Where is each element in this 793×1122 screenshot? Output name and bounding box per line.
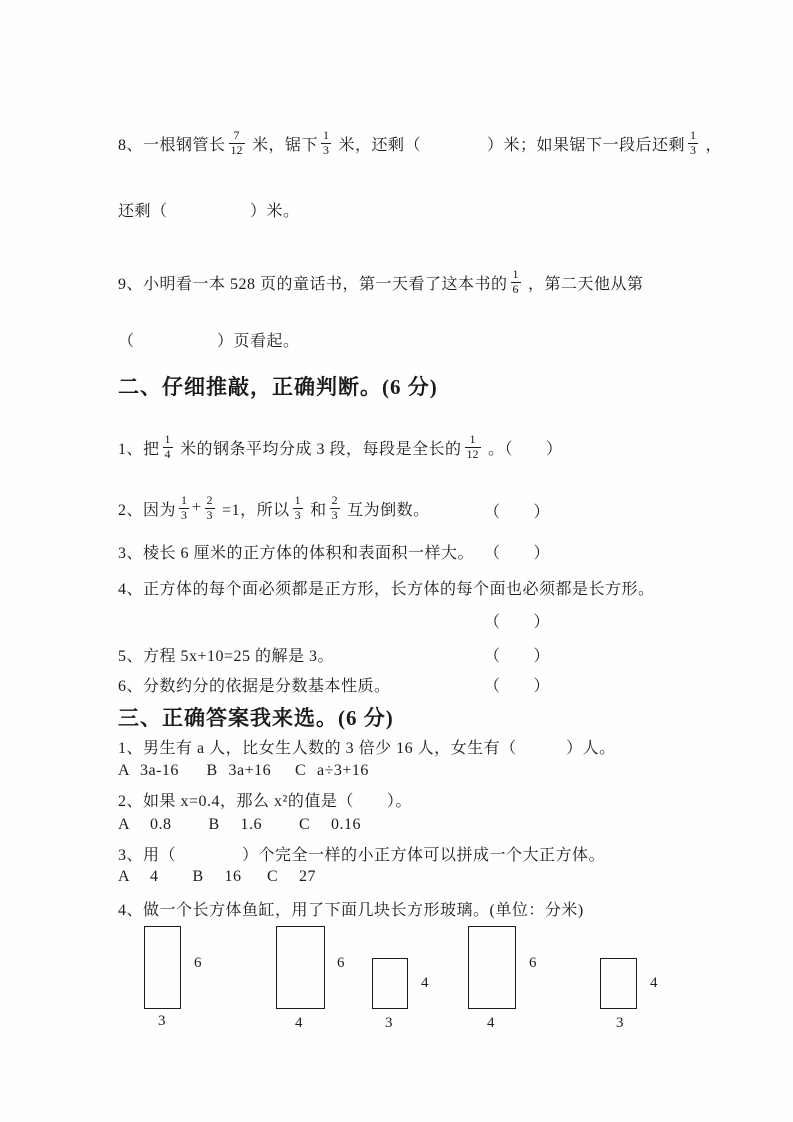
fraction-numerator: 1 [323,127,330,142]
judge-q3: 3、棱长 6 厘米的正方体的体积和表面积一样大。 [118,545,475,562]
option-c [295,762,379,780]
option-value: 0.8 [150,816,172,833]
fraction-denominator: 4 [164,446,171,461]
fraction-1-3 [293,494,303,523]
fraction-denominator: 3 [323,142,330,157]
fraction-numerator: 1 [164,431,171,446]
fraction-7-12 [229,129,245,158]
glass-rect-2 [276,926,325,1009]
option-letter: B [192,868,204,885]
fraction-1-3 [688,129,698,158]
fraction-denominator: 12 [230,142,243,157]
option-c [267,868,337,886]
judge-q2-text-3: 和 [305,501,327,519]
option-a [118,816,204,834]
judge-q2-text-4: 互为倒数。 [342,501,430,519]
option-letter: C [295,762,307,779]
option-a [118,762,202,780]
section-2-heading: 二、仔细推敲，正确判断。(6 分) [118,375,438,399]
option-letter: B [206,762,218,779]
fraction-numerator: 1 [512,266,519,281]
judge-q4-answer-blank: （ ） [484,614,551,631]
option-c [299,816,385,834]
judge-q1-text-2: 米的钢条平均分成 3 段，每段是全长的 [175,440,462,458]
fraction-denominator: 3 [690,142,697,157]
option-letter: A [118,816,131,833]
option-value: 0.16 [331,816,361,833]
judge-q1-answer-blank: 。（ ） [483,440,563,458]
judge-q6: 6、分数约分的依据是分数基本性质。 [118,678,391,695]
option-letter: C [267,868,279,885]
glass-rect-2-height-label: 6 [337,955,345,971]
judge-q3-answer-blank: （ ） [484,545,551,562]
glass-rect-5-width-label: 3 [616,1015,624,1031]
fill-q9-line1 [118,260,644,304]
fraction-denominator: 6 [512,281,519,296]
glass-rect-1 [144,926,181,1009]
glass-rect-3 [372,958,408,1009]
q8-text-1: 8、一根钢管长 [118,136,226,154]
fraction-2-3 [205,494,215,523]
glass-rect-4-width-label: 4 [487,1015,495,1031]
fraction-1-12 [465,433,481,462]
choice-q3: 3、用（ ）个完全一样的小正方体可以拼成一个大正方体。 [118,847,606,864]
glass-rect-5 [600,958,637,1009]
judge-q2-answer-blank: （ ） [484,504,551,521]
fraction-numerator: 7 [233,127,240,142]
fraction-1-3 [321,129,331,158]
fraction-numerator: 1 [181,492,188,507]
judge-q2-plus: + [192,499,202,516]
judge-q5: 5、方程 5x+10=25 的解是 3。 [118,648,335,665]
option-b [207,762,291,780]
choice-q1: 1、男生有 a 人，比女生人数的 3 倍少 16 人，女生有（ ）人。 [118,740,616,757]
judge-q1-text-1: 1、把 [118,440,160,458]
option-letter: A [118,762,131,779]
choice-q3-options [118,868,337,886]
q8-text-2: 米，锯下 [247,136,319,154]
q8-text-3: 米，还剩（ ）米；如果锯下一段后还剩 [334,136,686,154]
fraction-1-6 [511,268,521,297]
fraction-denominator: 3 [206,507,213,522]
judge-q5-answer-blank: （ ） [484,648,551,665]
option-value: 16 [224,868,242,885]
option-b [193,868,263,886]
fill-q9-line2: （ ）页看起。 [118,333,300,350]
judge-q6-answer-blank: （ ） [484,678,551,695]
fraction-numerator: 2 [206,492,213,507]
fraction-numerator: 1 [294,492,301,507]
option-value: 3a-16 [140,762,179,779]
choice-q1-options [118,762,379,780]
choice-q2-options [118,816,385,834]
section-3-heading: 三、正确答案我来选。(6 分) [118,706,394,730]
judge-q2-text-2: =1，所以 [217,501,290,519]
judge-q2-text-1: 2、因为 [118,501,177,519]
judge-q1 [118,425,563,469]
option-value: 27 [299,868,316,885]
option-letter: B [208,816,220,833]
glass-rect-1-width-label: 3 [158,1013,166,1029]
option-value: 3a+16 [228,762,272,779]
q9-text-2: ，第二天他从第 [523,275,644,293]
choice-q2: 2、如果 x=0.4，那么 x²的值是（ ）。 [118,793,412,810]
fraction-numerator: 1 [469,431,476,446]
option-letter: A [118,868,131,885]
glass-rect-3-height-label: 4 [421,975,429,991]
glass-rect-1-height-label: 6 [194,955,202,971]
choice-q4: 4、做一个长方体鱼缸，用了下面几块长方形玻璃。(单位：分米) [118,902,584,919]
glass-rect-2-width-label: 4 [295,1015,303,1031]
fraction-denominator: 12 [466,446,479,461]
judge-q4: 4、正方体的每个面必须都是正方形，长方体的每个面也必须都是长方形。 [118,581,655,598]
option-a [118,868,188,886]
judge-q2 [118,486,430,530]
fraction-1-3 [179,494,189,523]
fraction-numerator: 1 [690,127,697,142]
option-letter: C [299,816,311,833]
fraction-denominator: 3 [181,507,188,522]
glass-rect-3-width-label: 3 [385,1015,393,1031]
option-b [209,816,295,834]
option-value: a÷3+16 [317,762,369,779]
fraction-denominator: 3 [294,507,301,522]
option-value: 4 [150,868,159,885]
fraction-2-3 [330,494,340,523]
q9-text-1: 9、小明看一本 528 页的童话书，第一天看了这本书的 [118,275,508,293]
fill-q8-line1 [118,121,722,165]
q8-text-4: ， [701,136,723,154]
option-value: 1.6 [240,816,262,833]
glass-rect-5-height-label: 4 [650,975,658,991]
glass-rect-4-height-label: 6 [529,955,537,971]
fraction-denominator: 3 [331,507,338,522]
fraction-numerator: 2 [331,492,338,507]
fraction-1-4 [163,433,173,462]
glass-rect-4 [468,926,516,1009]
fill-q8-line2: 还剩（ ）米。 [118,203,300,220]
